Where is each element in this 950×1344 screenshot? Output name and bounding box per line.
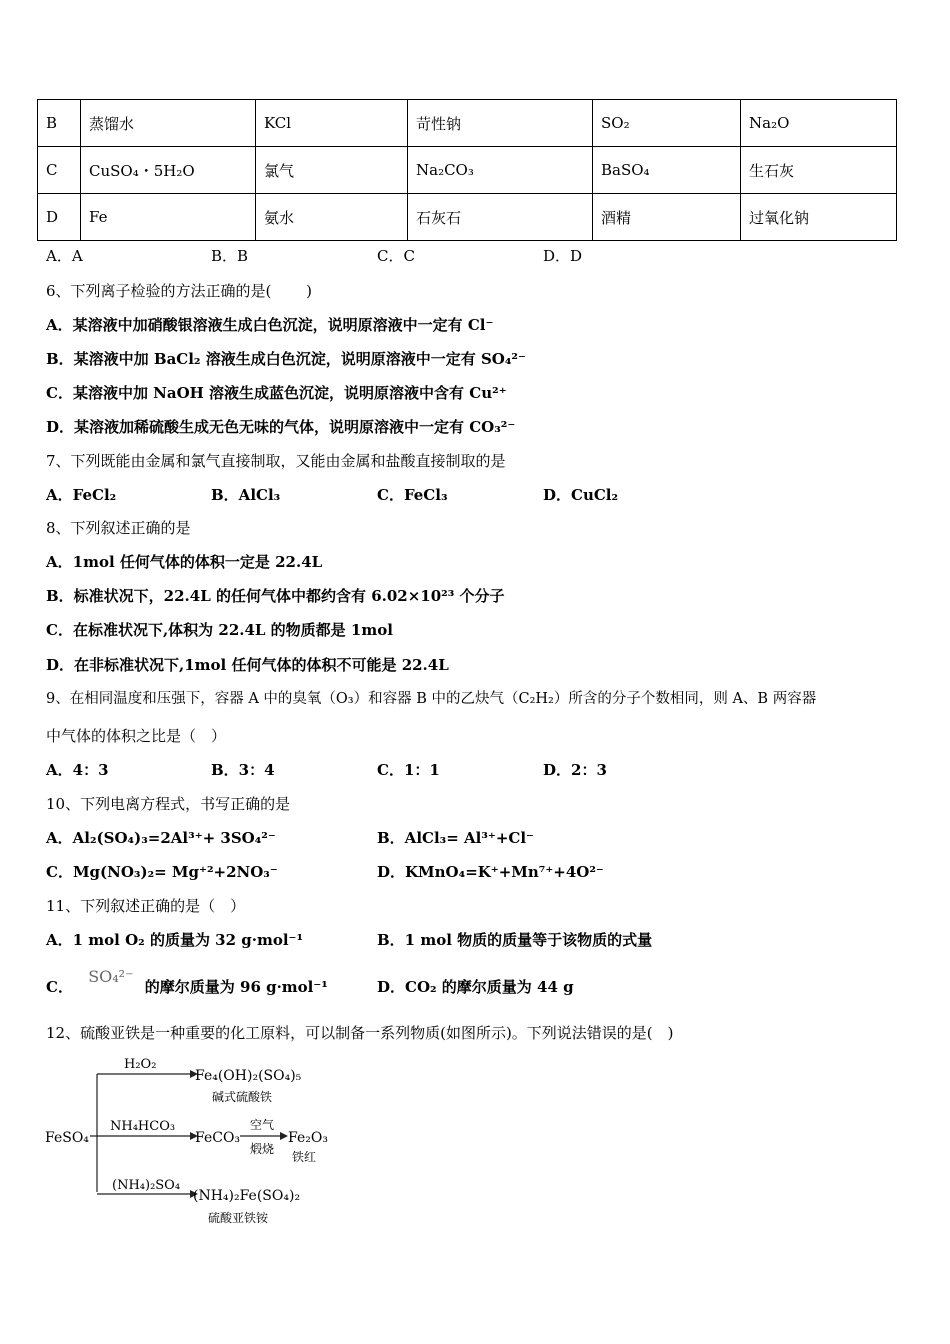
q11-option-c[interactable]: [46, 967, 328, 997]
q7-stem: 7、下列既能由金属和氯气直接制取，又能由金属和盐酸直接制取的是: [46, 452, 506, 470]
row-label: B: [38, 100, 81, 147]
table-cell: CuSO₄・5H₂O: [81, 147, 256, 194]
q8-option-c[interactable]: C．在标准状况下,体积为 22.4L 的物质都是 1mol: [46, 621, 393, 639]
q6-option-a[interactable]: A．某溶液中加硝酸银溶液生成白色沉淀，说明原溶液中一定有 Cl⁻: [46, 316, 494, 334]
q5-option-b[interactable]: B．B: [211, 247, 249, 265]
option-text: 的摩尔质量为 96 g·mol⁻¹: [144, 978, 328, 996]
q8-option-d[interactable]: D．在非标准状况下,1mol 任何气体的体积不可能是 22.4L: [46, 656, 449, 674]
table-row: [38, 194, 897, 241]
q11-option-d[interactable]: D．CO₂ 的摩尔质量为 44 g: [377, 978, 574, 996]
q7-option-b[interactable]: B．AlCl₃: [211, 486, 281, 504]
q8-stem: 8、下列叙述正确的是: [46, 519, 191, 537]
q10-option-d[interactable]: D．KMnO₄=K⁺+Mn⁷⁺+4O²⁻: [377, 863, 604, 881]
table-cell: KCl: [256, 100, 408, 147]
q9-option-b[interactable]: B．3：4: [211, 761, 275, 779]
table-cell: 石灰石: [408, 194, 593, 241]
q5-option-a[interactable]: A．A: [46, 247, 83, 265]
reaction-flow-diagram: [40, 1052, 340, 1232]
q9-stem-line1: 9、在相同温度和压强下，容器 A 中的臭氧（O₃）和容器 B 中的乙炔气（C₂H₂）所含的分子个数相同，则 A、B 两容器: [46, 691, 817, 707]
row-label: D: [38, 194, 81, 241]
q8-option-a[interactable]: A．1mol 任何气体的体积一定是 22.4L: [46, 553, 323, 571]
sulfate-formula: SO₄²⁻: [88, 967, 134, 986]
reagent-3: (NH₄)₂SO₄: [112, 1178, 181, 1193]
q7-option-d[interactable]: D．CuCl₂: [543, 486, 619, 504]
q10-option-c[interactable]: C．Mg(NO₃)₂= Mg⁺²+2NO₃⁻: [46, 863, 278, 881]
table-cell: 苛性钠: [408, 100, 593, 147]
arrow-head-icon: [280, 1132, 288, 1140]
q11-option-a[interactable]: A．1 mol O₂ 的质量为 32 g·mol⁻¹: [46, 931, 304, 949]
table-cell: 过氧化钠: [741, 194, 897, 241]
q9-option-a[interactable]: A．4：3: [46, 761, 109, 779]
condition-bottom: 煅烧: [250, 1142, 275, 1156]
q6-option-c[interactable]: C．某溶液中加 NaOH 溶液生成蓝色沉淀，说明原溶液中含有 Cu²⁺: [46, 384, 507, 402]
start-compound: FeSO₄: [45, 1130, 89, 1146]
reagent-1: H₂O₂: [124, 1057, 157, 1072]
q10-stem: 10、下列电离方程式，书写正确的是: [46, 795, 291, 813]
q7-option-a[interactable]: A．FeCl₂: [46, 486, 117, 504]
product-3-name: 硫酸亚铁铵: [208, 1211, 269, 1225]
product-2: FeCO₃: [195, 1130, 241, 1146]
q9-stem-line2: 中气体的体积之比是（ ）: [46, 727, 227, 745]
table-cell: Na₂CO₃: [408, 147, 593, 194]
q7-option-c[interactable]: C．FeCl₃: [377, 486, 448, 504]
q9-option-c[interactable]: C．1：1: [377, 761, 440, 779]
q8-option-b[interactable]: B．标准状况下，22.4L 的任何气体中都约含有 6.02×10²³ 个分子: [46, 587, 505, 605]
q11-stem: 11、下列叙述正确的是（ ）: [46, 897, 246, 915]
option-label: C．: [46, 978, 73, 996]
product-2b-name: 铁红: [292, 1150, 317, 1164]
table-cell: Fe: [81, 194, 256, 241]
condition-top: 空气: [250, 1118, 275, 1132]
q5-option-c[interactable]: C．C: [377, 247, 415, 265]
table-cell: 氨水: [256, 194, 408, 241]
q6-stem: 6、下列离子检验的方法正确的是( ): [46, 282, 313, 300]
q10-option-b[interactable]: B．AlCl₃= Al³⁺+Cl⁻: [377, 829, 534, 847]
q6-option-d[interactable]: D．某溶液加稀硫酸生成无色无味的气体，说明原溶液中一定有 CO₃²⁻: [46, 418, 516, 436]
q6-option-b[interactable]: B．某溶液中加 BaCl₂ 溶液生成白色沉淀，说明原溶液中一定有 SO₄²⁻: [46, 350, 526, 368]
table-cell: Na₂O: [741, 100, 897, 147]
q12-stem: 12、硫酸亚铁是一种重要的化工原料，可以制备一系列物质(如图所示)。下列说法错误的是( ): [46, 1024, 674, 1042]
options-table: [37, 99, 897, 241]
product-3: (NH₄)₂Fe(SO₄)₂: [193, 1188, 301, 1204]
q9-option-d[interactable]: D．2：3: [543, 761, 607, 779]
product-1: Fe₄(OH)₂(SO₄)₅: [195, 1068, 302, 1084]
table-cell: SO₂: [593, 100, 741, 147]
product-2b: Fe₂O₃: [288, 1130, 328, 1146]
reagent-2: NH₄HCO₃: [110, 1119, 176, 1134]
q5-option-d[interactable]: D．D: [543, 247, 583, 265]
table-cell: 酒精: [593, 194, 741, 241]
table-cell: 蒸馏水: [81, 100, 256, 147]
q10-option-a[interactable]: A．Al₂(SO₄)₃=2Al³⁺+ 3SO₄²⁻: [46, 829, 276, 847]
table-cell: BaSO₄: [593, 147, 741, 194]
row-label: C: [38, 147, 81, 194]
table-cell: 氯气: [256, 147, 408, 194]
table-row: [38, 147, 897, 194]
table-cell: 生石灰: [741, 147, 897, 194]
table-row: [38, 100, 897, 147]
q11-option-b[interactable]: B．1 mol 物质的质量等于该物质的式量: [377, 931, 653, 949]
product-1-name: 碱式硫酸铁: [212, 1090, 273, 1104]
